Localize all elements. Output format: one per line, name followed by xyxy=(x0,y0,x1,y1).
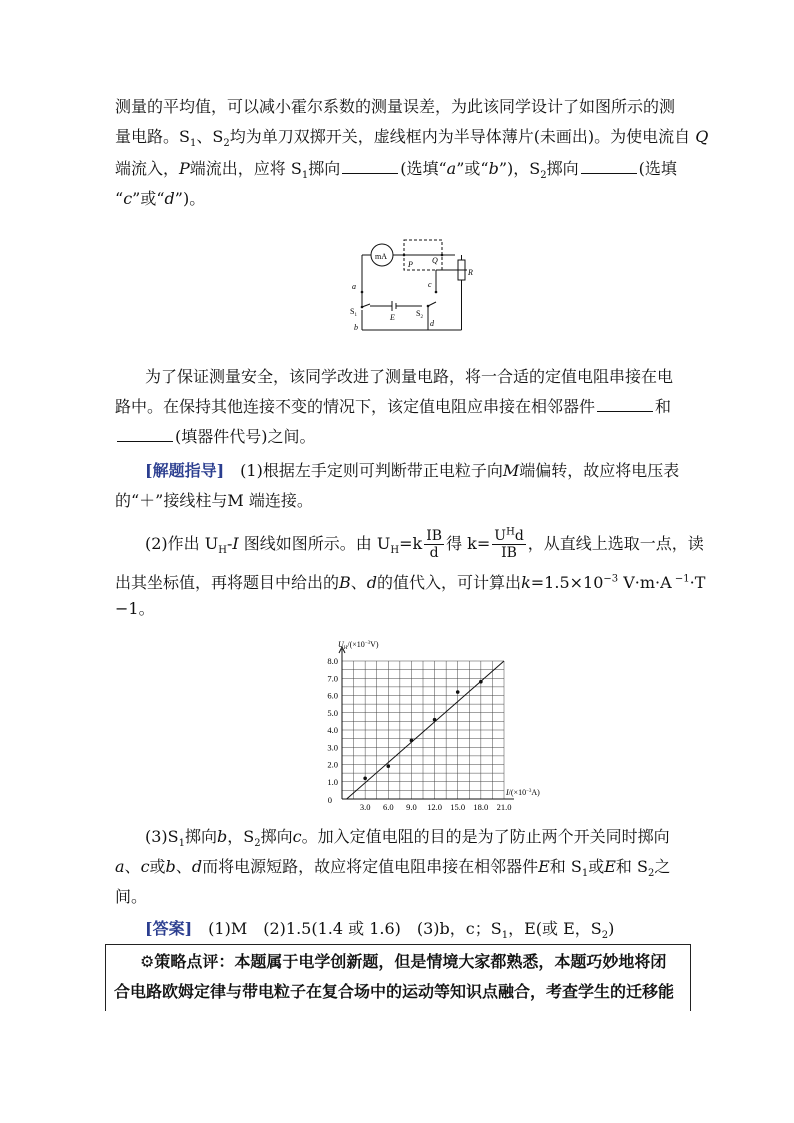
battery-label: E xyxy=(390,313,395,322)
circuit-diagram xyxy=(340,232,490,337)
text-line: [解题指导] (1)根据左手定则可判断带正电粒子向M端偏转，故应将电压表 xyxy=(145,461,680,480)
answer-tag: [答案] xyxy=(145,919,193,938)
answer-blank xyxy=(597,397,653,412)
text-line: 的“＋”接线柱与M 端连接。 xyxy=(115,491,313,510)
y-axis-label: $U_H/(\times 10^{-3}V)$ xyxy=(338,640,379,651)
switch-s2-label: $S_2$ xyxy=(416,309,423,320)
x-tick-label: 12.0 xyxy=(427,802,443,812)
terminal-q-label: Q xyxy=(432,256,438,265)
text-line: 间。 xyxy=(115,887,148,906)
node-d-label: d xyxy=(430,319,434,328)
y-tick-label: 6.0 xyxy=(327,690,338,701)
ammeter-label: mA xyxy=(375,252,387,261)
uh-i-chart xyxy=(300,635,540,815)
node-a-label: a xyxy=(352,282,356,291)
answer-blank xyxy=(342,159,398,174)
answer-blank xyxy=(581,159,637,174)
y-tick-label: 3.0 xyxy=(327,742,338,753)
x-tick-label: 6.0 xyxy=(382,802,394,812)
text-line: 为了保证测量安全，该同学改进了测量电路，将一合适的定值电阻串接在电 xyxy=(145,367,674,386)
text-line: $(3)S_1$掷向b，$S_2$掷向c。加入定值电阻的目的是为了防止两个开关同时掷向 xyxy=(145,827,670,850)
origin-label: 0 xyxy=(327,795,332,805)
text-line: (2)作出 $U_H-I$ 图线如图所示。由 $U_H=k$ $\frac{IB}{d}$ 得 k= $\frac{U^Hd}{IB}$ ，从直线上选取一点，读 xyxy=(145,526,704,561)
text-line: 量电路。$S_1$、$S_2$均为单刀双掷开关，虚线框内为半导体薄片(未画出)。为使电流自 Q xyxy=(115,127,709,150)
text-line: a、c或b、d而将电源短路，故应将定值电阻串接在相邻器件E和 $S_1$或E和 $S_2$之 xyxy=(115,857,671,880)
switch-s1-label: $S_1$ xyxy=(350,307,357,318)
comment-line: ⚙策略点评：本题属于电学创新题，但是情境大家都熟悉，本题巧妙地将闭 xyxy=(140,952,667,971)
strategy-comment-box xyxy=(105,944,691,1011)
text-line: −1。 xyxy=(115,599,155,618)
y-tick-label: 2.0 xyxy=(327,759,338,770)
fraction: $\frac{U^Hd}{IB}$ xyxy=(494,526,524,561)
data-point xyxy=(363,777,367,781)
data-point xyxy=(386,764,390,768)
data-point xyxy=(456,690,460,694)
x-tick-label: 18.0 xyxy=(473,802,489,812)
answer-line: [答案] (1)M (2)1.5(1.4 或 1.6) (3)b，c；$S_1$，E(或 E，$S_2$) xyxy=(145,919,615,942)
comment-line: 合电路欧姆定律与带电粒子在复合场中的运动等知识点融合，考查学生的迁移能 xyxy=(114,982,675,1001)
text-line: 测量的平均值，可以减小霍尔系数的测量误差，为此该同学设计了如图所示的测 xyxy=(115,97,676,116)
x-tick-label: 9.0 xyxy=(406,802,417,812)
terminal-p-label: P xyxy=(408,260,413,269)
y-tick-label: 8.0 xyxy=(327,656,338,666)
text-line: “c”或“d”)。 xyxy=(115,189,206,208)
text-line: (填器件代号)之间。 xyxy=(115,426,685,448)
y-tick-label: 4.0 xyxy=(327,725,338,735)
answer-blank xyxy=(117,427,173,442)
data-point xyxy=(433,718,437,722)
x-tick-label: 3.0 xyxy=(359,802,371,812)
data-point xyxy=(410,739,414,743)
text-line: 路中。在保持其他连接不变的情况下，该定值电阻应串接在相邻器件 和 xyxy=(115,397,672,416)
text-line: 端流入，P端流出，应将 $S_1$掷向 (选填“a”或“b”)，$S_2$掷向 (选填 xyxy=(115,159,677,182)
y-tick-label: 7.0 xyxy=(327,673,338,684)
guide-tag: [解题指导] xyxy=(145,461,225,480)
x-tick-label: 21.0 xyxy=(496,802,512,812)
gear-icon: ⚙ xyxy=(140,952,155,971)
node-b-label: b xyxy=(354,323,358,332)
y-tick-label: 1.0 xyxy=(327,776,338,787)
fraction: $\frac{IB}{d}$ xyxy=(426,528,443,561)
text-line: 出其坐标值，再将题目中给出的B、d的值代入，可计算出$k=1.5\times 10^{-3}$ V·m·A $^{-1}$·T xyxy=(115,573,706,592)
data-point xyxy=(479,680,483,684)
x-tick-label: 15.0 xyxy=(450,802,466,812)
resistor-label: R xyxy=(468,268,473,277)
x-axis-label: $I/(\times 10^{-3}A)$ xyxy=(506,788,540,797)
y-tick-label: 5.0 xyxy=(327,707,338,718)
node-c-label: c xyxy=(428,280,432,289)
